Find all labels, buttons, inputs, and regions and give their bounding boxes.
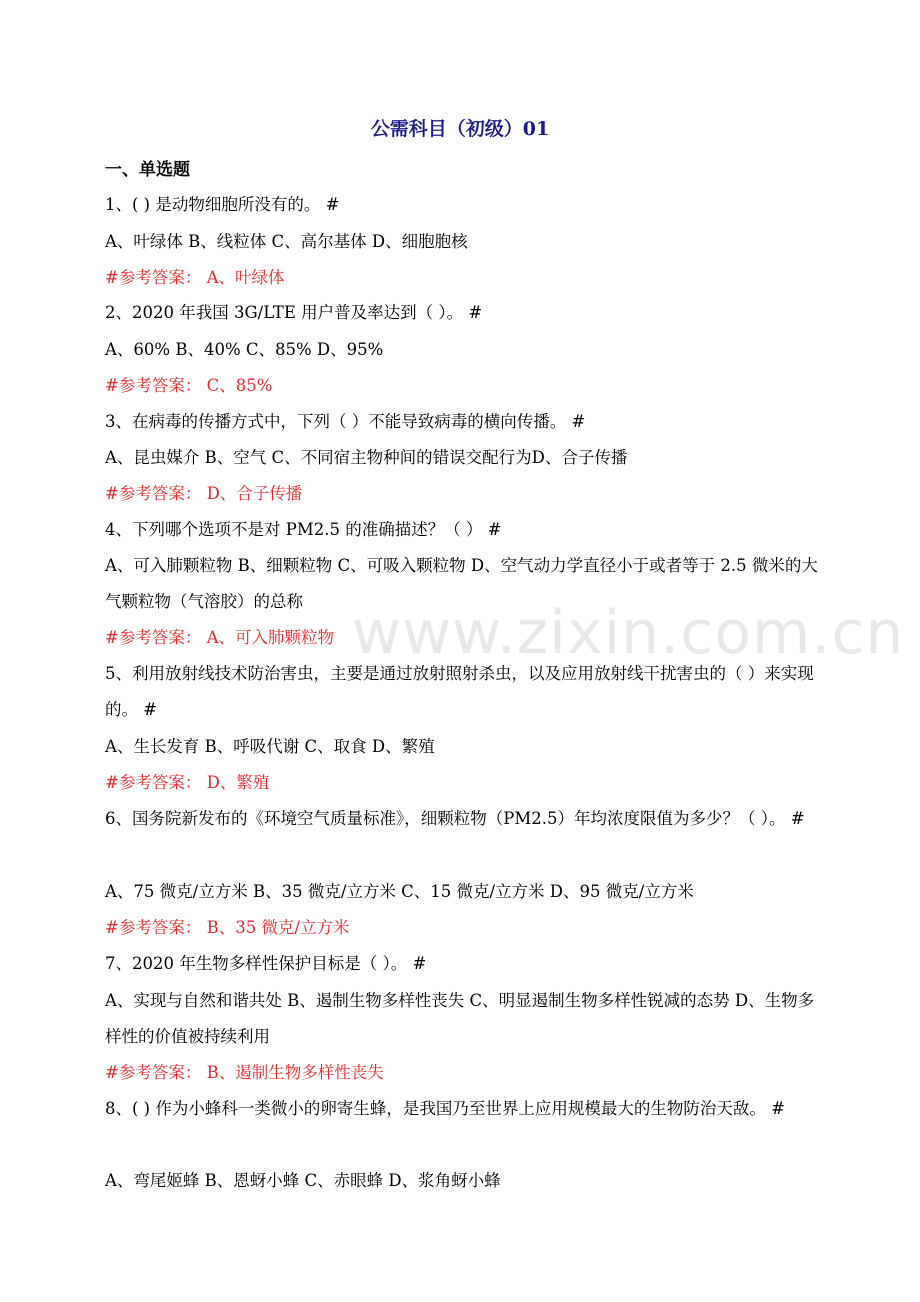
question-2-answer: #参考答案： C、85% [105, 376, 273, 395]
question-3-answer: #参考答案： D、合子传播 [105, 484, 303, 503]
question-7-answer: #参考答案： B、遏制生物多样性丧失 [105, 1063, 384, 1082]
question-7-options: A、实现与自然和谐共处 B、遏制生物多样性丧失 C、明显遏制生物多样性锐减的态势 D、生物多样性的价值被持续利用 [105, 991, 815, 1046]
document-title: 公需科目（初级）01 [370, 118, 550, 140]
question-4-text: 4、下列哪个选项不是对 PM2.5 的准确描述？（ ） # [105, 520, 502, 539]
question-1-text: 1、( ) 是动物细胞所没有的。 # [105, 195, 340, 214]
question-8-text: 8、( ) 作为小蜂科一类微小的卵寄生蜂，是我国乃至世界上应用规模最大的生物防治天敌。 # [105, 1099, 785, 1118]
question-5-text: 5、利用放射线技术防治害虫，主要是通过放射照射杀虫，以及应用放射线干扰害虫的（ ）来实现的。 # [105, 664, 814, 719]
question-5-answer: #参考答案： D、繁殖 [105, 773, 270, 792]
question-3-options: A、昆虫媒介 B、空气 C、不同宿主物种间的错误交配行为D、合子传播 [105, 448, 628, 467]
question-3-text: 3、在病毒的传播方式中，下列（ ）不能导致病毒的横向传播。 # [105, 412, 586, 431]
section-heading: 一、单选题 [105, 160, 190, 180]
question-2-text: 2、2020 年我国 3G/LTE 用户普及率达到（ ）。 # [105, 303, 483, 322]
question-4-options: A、可入肺颗粒物 B、细颗粒物 C、可吸入颗粒物 D、空气动力学直径小于或者等于 2.5 微米的大气颗粒物（气溶胶）的总称 [105, 556, 818, 611]
question-7-text: 7、2020 年生物多样性保护目标是（ ）。 # [105, 954, 427, 973]
question-8-options: A、弯尾姬蜂 B、恩蚜小蜂 C、赤眼蜂 D、浆角蚜小蜂 [105, 1171, 501, 1190]
question-6-text: 6、国务院新发布的《环境空气质量标准》，细颗粒物（PM2.5）年均浓度限值为多少？（ ）。 # [105, 809, 805, 828]
watermark: www.zixin.com.cn [352, 598, 905, 668]
question-4-answer: #参考答案： A、可入肺颗粒物 [105, 628, 334, 647]
question-2-options: A、60% B、40% C、85% D、95% [105, 340, 384, 359]
question-5-options: A、生长发育 B、呼吸代谢 C、取食 D、繁殖 [105, 737, 435, 756]
question-6-answer: #参考答案： B、35 微克/立方米 [105, 918, 350, 937]
question-6-options: A、75 微克/立方米 B、35 微克/立方米 C、15 微克/立方米 D、95 微克/立方米 [105, 882, 694, 901]
question-1-options: A、叶绿体 B、线粒体 C、高尔基体 D、细胞胞核 [105, 232, 468, 251]
question-1-answer: #参考答案： A、叶绿体 [105, 268, 285, 287]
